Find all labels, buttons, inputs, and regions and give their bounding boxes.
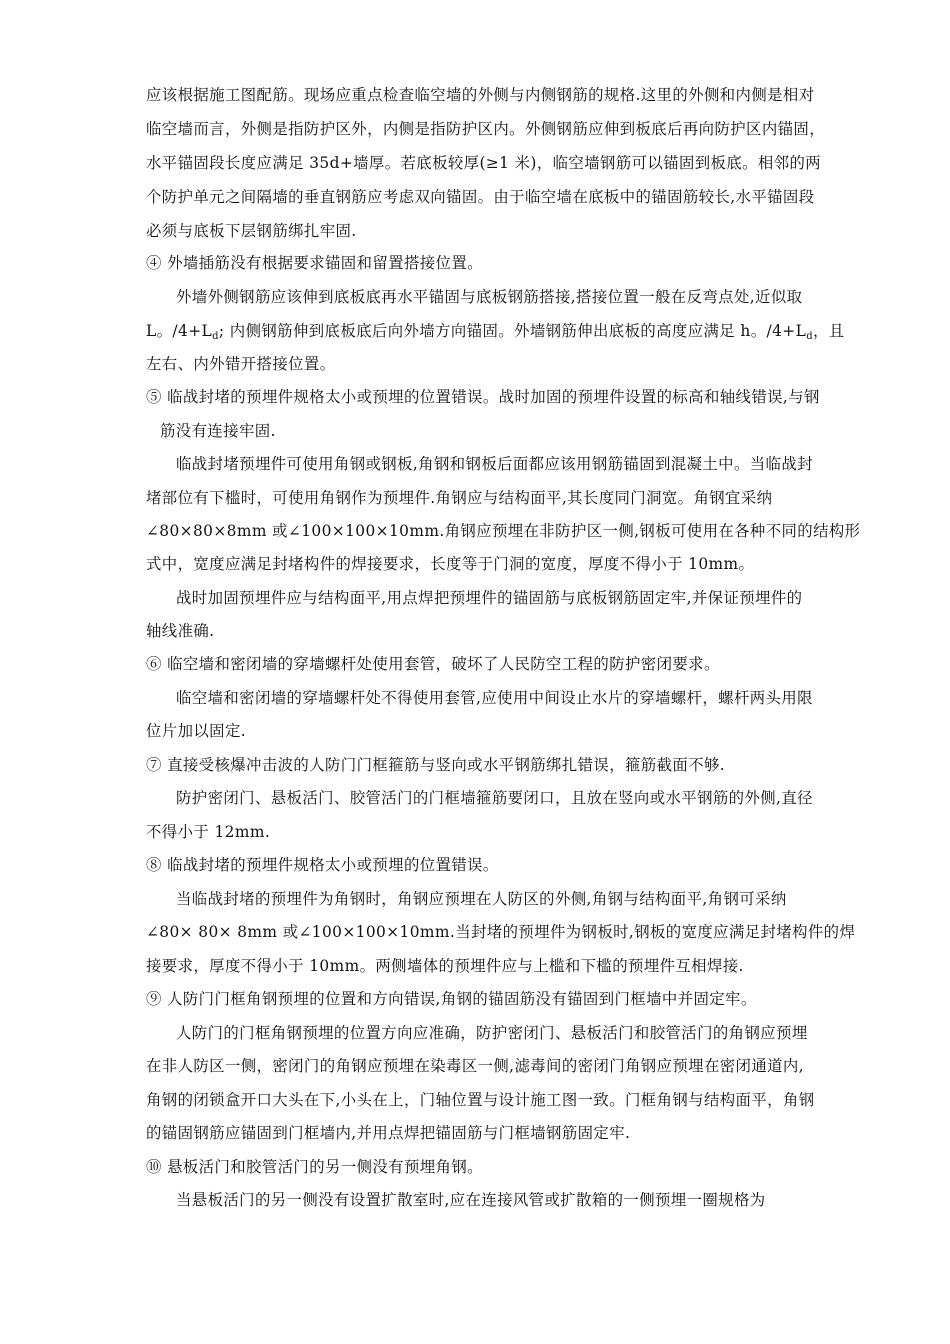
item-heading-5: ⑤ 临战封堵的预埋件规格太小或预埋的位置错误。战时加固的预埋件设置的标高和轴线错误,与钢 xyxy=(146,388,820,406)
paragraph-line: 角钢的闭锁盒开口大头在下,小头在上，门轴位置与设计施工图一致。门框角钢与结构面平，角钢 xyxy=(146,1091,815,1109)
paragraph-line xyxy=(146,320,845,342)
paragraph-line: 当临战封堵的预埋件为角钢时，角钢应预埋在人防区的外侧,角钢与结构面平,角钢可采纳 xyxy=(176,890,787,908)
paragraph-line: 的锚固钢筋应锚固到门框墙内,并用点焊把锚固筋与门框墙钢筋固定牢. xyxy=(146,1124,631,1142)
paragraph-line: 必须与底板下层钢筋绑扎牢固. xyxy=(146,222,357,240)
formula-text: ; 内侧钢筋伸到底板底后向外墙方向锚固。外墙钢筋伸出底板的高度应满足 h。/4+L xyxy=(218,322,807,340)
subscript-d: d xyxy=(212,331,219,342)
paragraph-line: 外墙外侧钢筋应该伸到底板底再水平锚固与底板钢筋搭接,搭接位置一般在反弯点处,近似取 xyxy=(176,288,803,306)
paragraph-line: 临空墙而言，外侧是指防护区外，内侧是指防护区内。外侧钢筋应伸到板底后再向防护区内锚固， xyxy=(146,120,825,138)
formula-text: ，且 xyxy=(813,322,845,340)
item-heading-7: ⑦ 直接受核爆冲击波的人防门门框箍筋与竖向或水平钢筋绑扎错误，箍筋截面不够. xyxy=(146,756,726,774)
paragraph-line: ∠80× 80× 8mm 或∠100×100×10mm.当封堵的预埋件为钢板时,钢板的宽度应满足封堵构件的焊 xyxy=(146,923,856,941)
formula-text: L。/4+L xyxy=(146,322,213,340)
paragraph-line: 个防护单元之间隔墙的垂直钢筋应考虑双向锚固。由于临空墙在底板中的锚固筋较长,水平锚固段 xyxy=(146,188,815,206)
paragraph-line: 临空墙和密闭墙的穿墙螺杆处不得使用套管,应使用中间设止水片的穿墙螺杆，螺杆两头用限 xyxy=(176,689,813,707)
item-heading-6: ⑥ 临空墙和密闭墙的穿墙螺杆处使用套管，破坏了人民防空工程的防护密闭要求。 xyxy=(146,655,720,673)
subscript-d: d xyxy=(806,331,814,342)
item-heading-10: ⑩ 悬板活门和胶管活门的另一侧没有预埋角钢。 xyxy=(146,1158,483,1176)
item-heading-4: ④ 外墙插筋没有根据要求锚固和留置搭接位置。 xyxy=(146,254,483,272)
paragraph-line: 防护密闭门、悬板活门、胶管活门的门框墙箍筋要闭口，且放在竖向或水平钢筋的外侧,直径 xyxy=(176,789,813,807)
paragraph-line: 不得小于 12mm. xyxy=(146,823,271,841)
paragraph-line: 式中，宽度应满足封堵构件的焊接要求，长度等于门洞的宽度，厚度不得小于 10mm。 xyxy=(146,555,755,573)
paragraph-line: 水平锚固段长度应满足 35d+墙厚。若底板较厚(≥1 米)，临空墙钢筋可以锚固到板底。相邻的两 xyxy=(146,154,822,172)
paragraph-line: 筋没有连接牢固. xyxy=(160,422,276,440)
paragraph-line: 左右、内外错开搭接位置。 xyxy=(146,355,336,373)
paragraph-line: 当悬板活门的另一侧没有设置扩散室时,应在连接风管或扩散箱的一侧预埋一圈规格为 xyxy=(176,1191,766,1209)
item-heading-9: ⑨ 人防门门框角钢预埋的位置和方向错误,角钢的锚固筋没有锚固到门框墙中并固定牢。 xyxy=(146,990,757,1008)
paragraph-line: 临战封堵预埋件可使用角钢或钢板,角钢和钢板后面都应该用钢筋锚固到混凝土中。当临战封 xyxy=(176,455,813,473)
item-heading-8: ⑧ 临战封堵的预埋件规格太小或预埋的位置错误。 xyxy=(146,856,499,874)
paragraph-line: 轴线准确. xyxy=(146,622,215,640)
paragraph-line: ∠80×80×8mm 或∠100×100×10mm.角钢应预埋在非防护区一侧,钢板可使用在各种不同的结构形 xyxy=(146,522,861,540)
paragraph-line: 位片加以固定. xyxy=(146,722,247,740)
paragraph-line: 战时加固预埋件应与结构面平,用点焊把预埋件的锚固筋与底板钢筋固定牢,并保证预埋件的 xyxy=(176,589,803,607)
paragraph-line: 堵部位有下槛时，可使用角钢作为预埋件.角钢应与结构面平,其长度同门洞宽。角钢宜采纳 xyxy=(146,489,773,507)
paragraph-line: 在非人防区一侧，密闭门的角钢应预埋在染毒区一侧,滤毒间的密闭门角钢应预埋在密闭通道内, xyxy=(146,1057,805,1075)
paragraph-line: 人防门的门框角钢预埋的位置方向应准确，防护密闭门、悬板活门和胶管活门的角钢应预埋 xyxy=(176,1024,808,1042)
paragraph-line: 接要求，厚度不得小于 10mm。两侧墙体的预埋件应与上槛和下槛的预埋件互相焊接. xyxy=(146,957,744,975)
paragraph-line: 应该根据施工图配筋。现场应重点检查临空墙的外侧与内侧钢筋的规格.这里的外侧和内侧是相对 xyxy=(146,86,815,104)
